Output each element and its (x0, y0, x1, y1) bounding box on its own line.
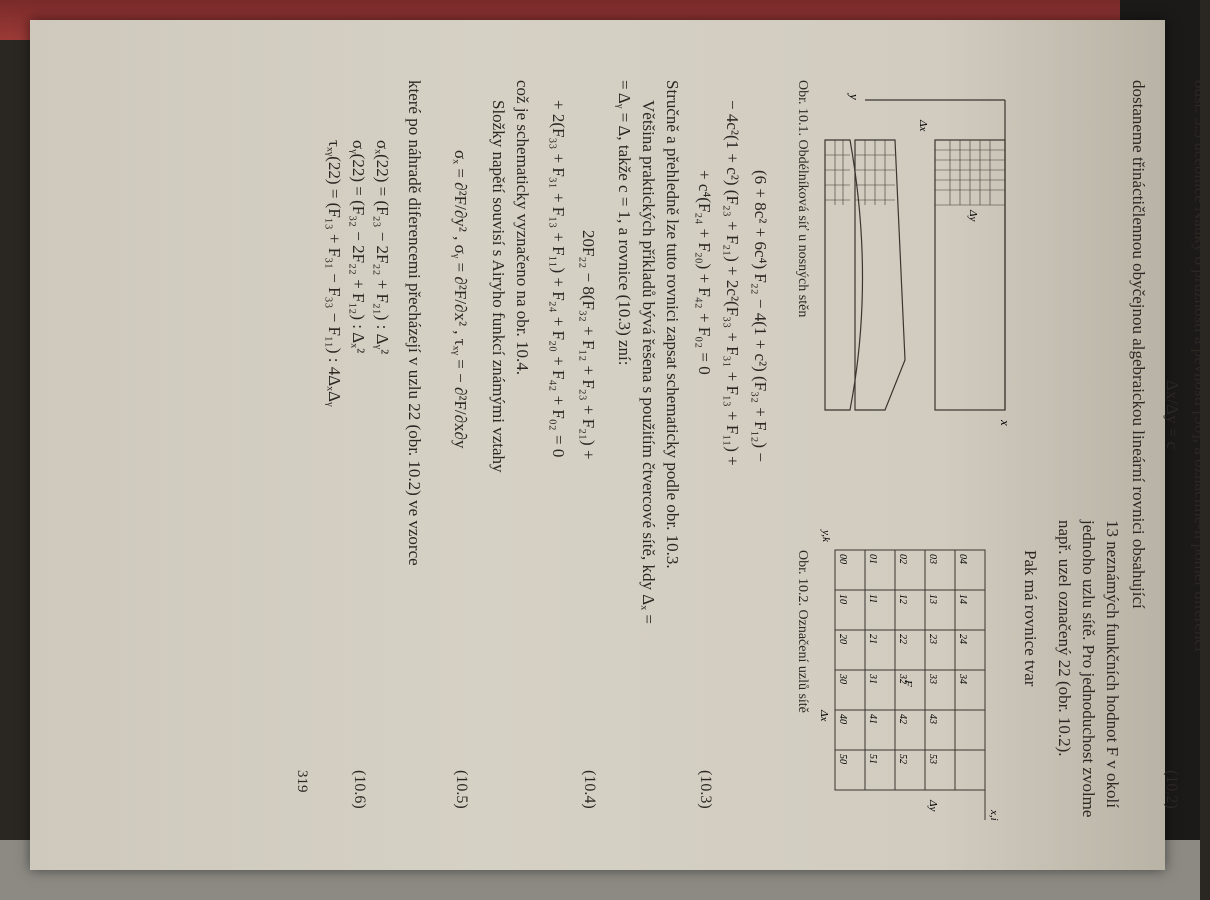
text-line: Stručně a přehledně lze tuto rovnici zapsat schematicky podle obr. 10.3. (663, 80, 682, 569)
node-label: 11 (867, 594, 878, 604)
node-label: 12 (897, 594, 908, 604)
figure-10-1 (825, 80, 1015, 500)
node-label: 02 (897, 554, 908, 564)
caption-fig-10-2: Obr. 10.2. Označení uzlů sítě (795, 550, 810, 713)
equation-10-4-line1: 20F₂₂ − 8(F₃₂ + F₁₂ + F₂₃ + F₂₁) + (579, 230, 598, 460)
node-label: 14 (957, 594, 968, 604)
delta-y-label: Δy (967, 210, 979, 222)
text-line: což je schematicky vyznačeno na obr. 10.4. (513, 80, 532, 376)
equation-number: (10.6) (351, 770, 368, 809)
node-label: 10 (837, 594, 848, 604)
rotated-page-content (130, 80, 1210, 840)
node-label: 30 (837, 674, 848, 684)
text-line: jednoho uzlu sítě. Pro jednoduchost zvolme (1079, 520, 1098, 818)
F-label: F (902, 680, 914, 687)
x-axis-label: x (998, 420, 1013, 426)
node-label: 03 (927, 554, 938, 564)
equation-number: (10.3) (697, 770, 714, 809)
equation-10-3-line3: + c⁴(F₂₄ + F₂₀) + F₄₂ + F₀₂ = 0 (695, 170, 714, 375)
text-line: = Δᵧ = Δ, takže c = 1, a rovnice (10.3) zní: (615, 80, 634, 366)
node-label: 41 (867, 714, 878, 724)
equation-10-6-line2: σᵧ(22) = (F₃₂ − 2F₂₂ + F₁₂) : Δₓ² (349, 140, 368, 354)
node-label: 33 (927, 674, 938, 684)
text-line: dostaneme třináctičlennou obyčejnou algebraickou lineární rovnici obsahující (1129, 80, 1148, 609)
page-number: 319 (294, 770, 310, 793)
equation-10-6-line3: τₓᵧ(22) = (F₁₃ + F₃₁ − F₃₃ − F₁₁) : 4ΔₓΔᵧ (325, 140, 344, 407)
equation-number: (10.2) (1163, 770, 1180, 809)
equation-10-3-line2: − 4c²(1 + c²) (F₂₃ + F₂₁) + 2c²(F₃₃ + F₃₁ + F₁₃ + F₁₁) + (723, 100, 742, 466)
equation-number: (10.5) (453, 770, 470, 809)
node-label: 32 (897, 674, 908, 684)
node-label: 50 (837, 754, 848, 764)
delta-x-label: Δx (917, 120, 929, 132)
equation-10-3-line1: (6 + 8c² + 6c⁴) F₂₂ − 4(1 + c²) (F₃₂ + F₁₂) − (751, 170, 770, 462)
book-page (30, 20, 1210, 870)
node-label: 04 (957, 554, 968, 564)
caption-fig-10-1: Obr. 10.1. Obdélníková síť u nosných stěn (795, 80, 810, 318)
node-label: 00 (837, 554, 848, 564)
figure-10-2 (815, 530, 1005, 840)
node-label: 21 (867, 634, 878, 644)
text-line: které po náhradě diferencemi přecházejí v uzlu 22 (obr. 10.2) ve vzorce (405, 80, 424, 566)
node-label: 13 (927, 594, 938, 604)
node-label: 52 (897, 754, 908, 764)
node-label: 20 (837, 634, 848, 644)
equation-10-2: Δx/Δy = c (1163, 380, 1182, 450)
node-label: 34 (957, 674, 968, 684)
equation-10-5: σₓ = ∂²F/∂y² , σᵧ = ∂²F/∂x² , τₓᵧ = − ∂²F/∂x∂y (451, 150, 470, 449)
node-label: 43 (927, 714, 938, 724)
node-label: 01 (867, 554, 878, 564)
node-label: 42 (897, 714, 908, 724)
text-line: Většina praktických příkladů bývá řešena s použitím čtvercové sítě, kdy Δₓ = (639, 100, 658, 624)
node-label: 40 (837, 714, 848, 724)
text-line: odst. 5.3 učebnice Nauky o pružnosti a pevnosti [36], a označíme-li poměr diferencí (1191, 80, 1210, 652)
node-label: 51 (867, 754, 878, 764)
node-label: 22 (897, 634, 908, 644)
equation-10-6-line1: σₓ(22) = (F₂₃ − 2F₂₂ + F₂₁) : Δᵧ² (373, 140, 392, 355)
x-axis-label: x,i (988, 810, 1000, 821)
delta-y-label: Δy (927, 800, 939, 812)
y-axis-label: y,k (820, 530, 832, 542)
text-line: 13 neznámých funkčních hodnot F v okolí (1103, 520, 1122, 809)
text-line: např. uzel označený 22 (obr. 10.2). (1055, 520, 1074, 757)
equation-number: (10.4) (581, 770, 598, 809)
delta-x-label: Δx (818, 710, 830, 722)
node-label: 53 (927, 754, 938, 764)
node-label: 23 (927, 634, 938, 644)
text-line: Pak má rovnice tvar (1021, 550, 1040, 687)
y-axis-label: y (847, 94, 862, 100)
equation-10-4-line2: + 2(F₃₃ + F₃₁ + F₁₃ + F₁₁) + F₂₄ + F₂₀ + F₄₂ + F₀₂ = 0 (549, 100, 568, 458)
text-line: Složky napětí souvisí s Airyho funkcí známými vztahy (489, 100, 508, 473)
node-label: 24 (957, 634, 968, 644)
node-label: 31 (867, 674, 878, 684)
